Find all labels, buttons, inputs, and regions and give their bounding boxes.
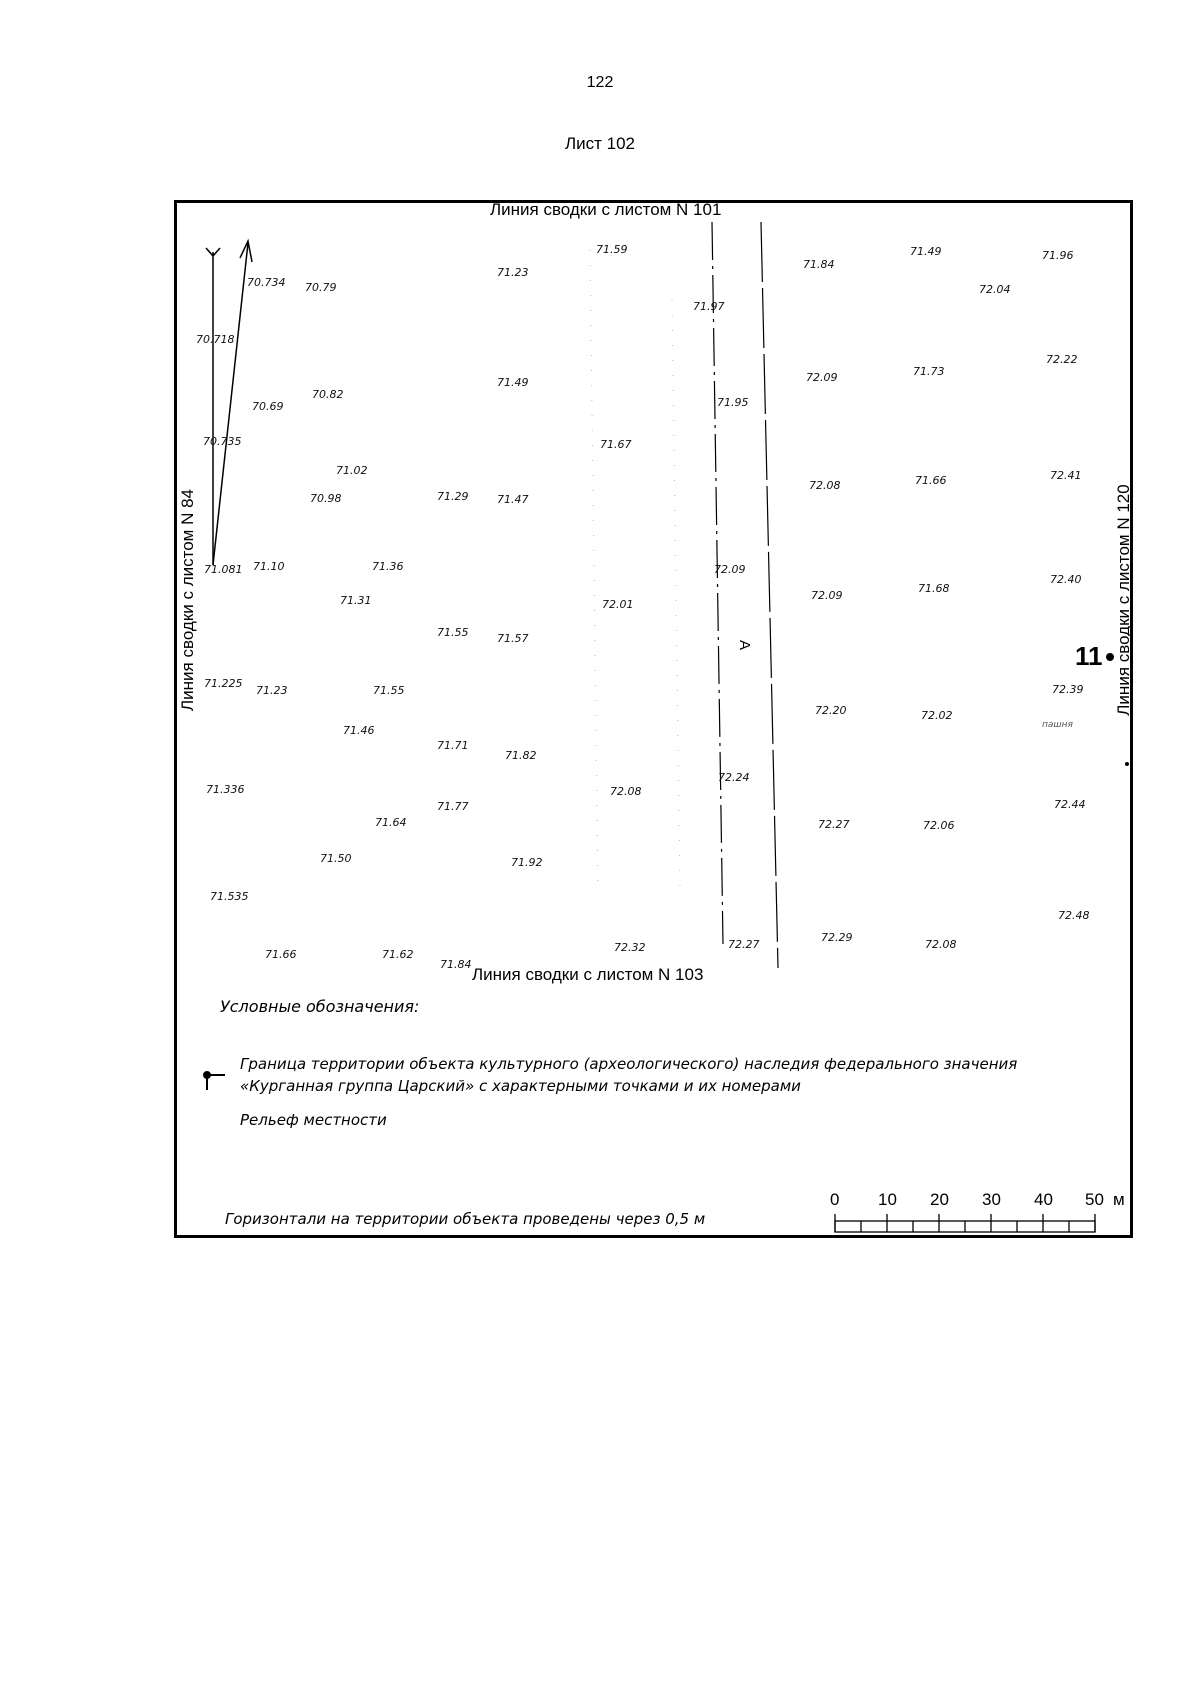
elevation-label: 71.49 [910,245,942,258]
elevation-label: 70.718 [196,333,235,346]
elevation-label: 71.55 [373,684,405,697]
legend-boundary-line1: Граница территории объекта культурного (археологического) наследия федерального значения [240,1055,1018,1073]
elevation-label: 71.081 [204,563,243,576]
elevation-label: 72.41 [1050,469,1082,482]
elevation-label: 71.97 [693,300,725,313]
elevation-label: 72.22 [1046,353,1078,366]
scale-unit: м [1113,1190,1125,1209]
scale-tick-label: 0 [830,1190,840,1209]
legend-boundary-line2: «Курганная группа Царский» с характерными точками и их номерами [240,1077,801,1095]
elevation-label: 71.29 [437,490,469,503]
elevation-label: 72.04 [979,283,1011,296]
edge-label-top: Линия сводки с листом N 101 [490,200,722,219]
elevation-label: 70.69 [252,400,284,413]
elevation-label: 72.02 [921,709,953,722]
legend-title: Условные обозначения: [220,997,420,1016]
edge-label-bottom: Линия сводки с листом N 103 [472,965,704,984]
elevation-label: 71.49 [497,376,529,389]
scale-labels [830,1190,1125,1209]
elevation-label: 70.79 [305,281,337,294]
edge-label-left: Линия сводки с листом N 84 [178,489,197,711]
elevation-label: 71.535 [210,890,249,903]
elevation-label: 71.73 [913,365,945,378]
boundary-point-dot [1125,762,1129,766]
elevation-label: 71.55 [437,626,469,639]
scale-tick-label: 40 [1034,1190,1053,1209]
elevation-label: 71.68 [918,582,950,595]
elevation-label: 71.66 [915,474,947,487]
elevation-label: 72.27 [728,938,760,951]
north-arrow-icon [206,241,252,565]
elevation-label: 72.20 [815,704,847,717]
elevation-label: 72.27 [818,818,850,831]
elevation-label: 71.36 [372,560,404,573]
elevation-label: 72.48 [1058,909,1090,922]
elevation-label: 71.57 [497,632,529,645]
elevation-label: 70.82 [312,388,344,401]
elevation-label: 71.82 [505,749,537,762]
elevation-label: 72.09 [811,589,843,602]
elevation-label: 72.39 [1052,683,1084,696]
elevation-label: 72.40 [1050,573,1082,586]
elevation-label: 71.10 [253,560,285,573]
elevation-label: 71.84 [803,258,835,271]
elevation-label: 72.09 [714,563,746,576]
elevation-label: 72.01 [602,598,634,611]
elevation-label: 71.02 [336,464,368,477]
legend-boundary-text [240,1053,1017,1097]
elevation-label: 71.67 [600,438,632,451]
elevation-label: 71.64 [375,816,407,829]
elevation-label: 72.08 [610,785,642,798]
scale-tick-label: 30 [982,1190,1001,1209]
elevation-label: 71.225 [204,677,243,690]
elevation-label: 70.734 [247,276,286,289]
elevation-label: 72.09 [806,371,838,384]
elevation-label: 70.98 [310,492,342,505]
scale-tick-label: 20 [930,1190,949,1209]
road-marker: A [736,640,753,651]
elevation-label: 71.62 [382,948,414,961]
elevation-label: 71.23 [256,684,288,697]
scale-tick-label: 10 [878,1190,897,1209]
boundary-point-number: 11 [1075,641,1103,671]
elevation-label: 71.59 [596,243,628,256]
elevation-label: 71.31 [340,594,372,607]
elevation-label: 72.29 [821,931,853,944]
boundary-point-marker [1106,653,1114,661]
elevation-label: 72.44 [1054,798,1086,811]
contour-footnote: Горизонтали на территории объекта проведены через 0,5 м [225,1210,706,1228]
page-number: 122 [586,74,614,91]
road-lines [712,222,778,968]
elevation-label: 71.84 [440,958,472,971]
elevation-label: 71.92 [511,856,543,869]
area-note: пашня [1042,720,1073,730]
elevation-label: 71.23 [497,266,529,279]
elevation-label: 72.24 [718,771,750,784]
elevation-label: 71.336 [206,783,245,796]
elevation-label: 71.46 [343,724,375,737]
edge-label-right: Линия сводки с листом N 120 [1114,484,1133,716]
elevation-label: 71.71 [437,739,469,752]
boundary-symbol-icon [204,1072,225,1090]
elevation-label: 71.95 [717,396,749,409]
elevation-label: 72.08 [809,479,841,492]
elevation-label: 71.50 [320,852,352,865]
elevation-label: 71.96 [1042,249,1074,262]
elevation-label: 71.47 [497,493,529,506]
elevation-label: 71.66 [265,948,297,961]
sheet-title: Лист 102 [564,134,636,153]
elevation-label: 71.77 [437,800,469,813]
elevation-labels [196,243,1090,971]
elevation-label: 72.08 [925,938,957,951]
scale-bar [835,1214,1095,1232]
scale-tick-label: 50 [1085,1190,1104,1209]
elevation-label: 70.735 [203,435,242,448]
elevation-label: 72.32 [614,941,646,954]
legend-relief-text: Рельеф местности [240,1111,387,1129]
elevation-label: 72.06 [923,819,955,832]
